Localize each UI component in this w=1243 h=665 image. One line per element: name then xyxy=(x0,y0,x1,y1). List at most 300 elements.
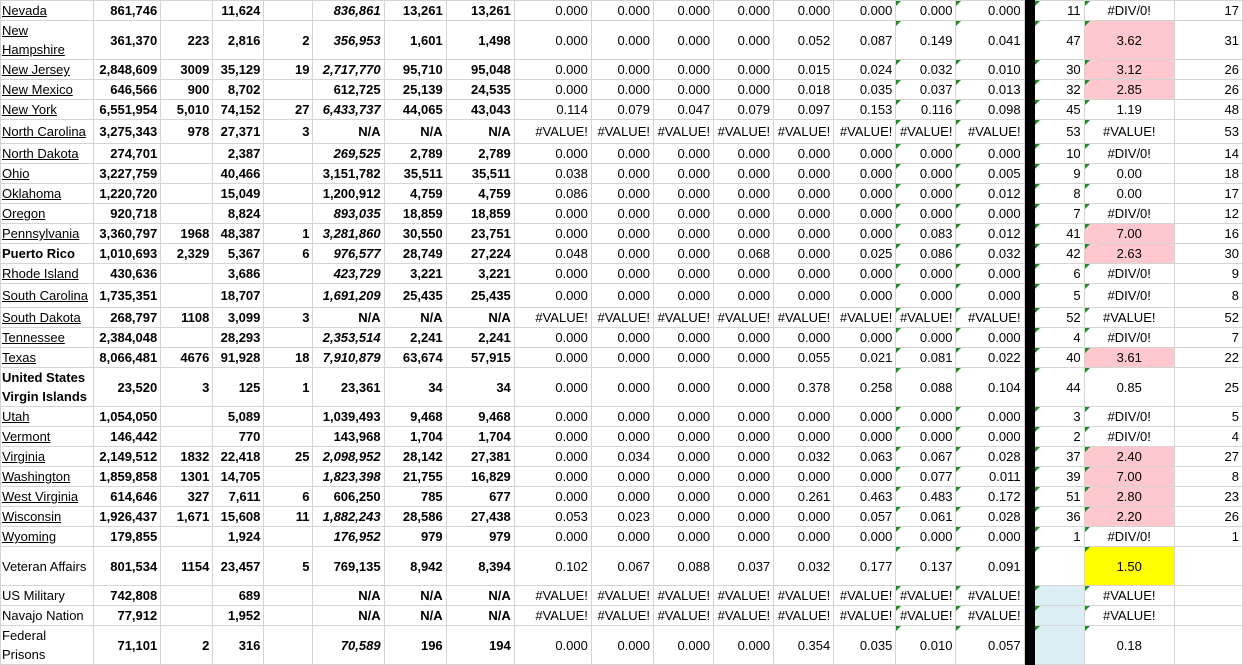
ratio-cell[interactable]: 0.000 xyxy=(896,407,956,427)
ratio-cell[interactable]: 0.000 xyxy=(834,264,896,284)
ratio-cell[interactable]: #VALUE! xyxy=(774,308,834,328)
ratio-cell[interactable]: #VALUE! xyxy=(896,120,956,144)
ratio-cell[interactable]: 0.000 xyxy=(834,184,896,204)
ratio-cell[interactable]: 0.000 xyxy=(774,264,834,284)
value-cell[interactable]: 18,859 xyxy=(446,204,514,224)
ratio-cell[interactable]: 0.000 xyxy=(653,21,713,60)
ratio-cell[interactable]: 0.021 xyxy=(834,348,896,368)
ratio-cell[interactable]: 0.000 xyxy=(653,467,713,487)
ratio-cell[interactable]: 0.052 xyxy=(774,21,834,60)
value-cell[interactable]: 361,370 xyxy=(94,21,161,60)
ratio-cell[interactable]: #VALUE! xyxy=(896,606,956,626)
value-cell[interactable] xyxy=(264,80,313,100)
ratio-cell[interactable]: 0.013 xyxy=(956,80,1024,100)
value-cell[interactable]: 430,636 xyxy=(94,264,161,284)
ratio-cell[interactable]: 0.028 xyxy=(956,507,1024,527)
ratio-cell[interactable]: 0.000 xyxy=(591,626,653,665)
ratio-cell[interactable]: 0.172 xyxy=(956,487,1024,507)
value-cell[interactable]: 9,468 xyxy=(446,407,514,427)
ratio-cell[interactable]: 0.000 xyxy=(653,284,713,308)
rank-cell[interactable]: 41 xyxy=(1034,224,1084,244)
ratio-cell[interactable]: 0.000 xyxy=(834,328,896,348)
value-cell[interactable]: 893,035 xyxy=(313,204,384,224)
ratio-cell[interactable]: 0.378 xyxy=(774,368,834,407)
score-cell[interactable]: #DIV/0! xyxy=(1084,264,1174,284)
state-link[interactable]: New York xyxy=(2,102,57,117)
ratio-cell[interactable]: 0.097 xyxy=(774,100,834,120)
ratio-cell[interactable]: 0.000 xyxy=(591,224,653,244)
rank-cell[interactable]: 10 xyxy=(1034,144,1084,164)
ratio-cell[interactable]: 0.000 xyxy=(774,164,834,184)
value-cell[interactable]: 6 xyxy=(264,487,313,507)
ratio-cell[interactable]: 0.261 xyxy=(774,487,834,507)
ratio-cell[interactable]: 0.000 xyxy=(714,204,774,224)
state-name-cell[interactable] xyxy=(1,606,94,626)
value-cell[interactable]: N/A xyxy=(446,308,514,328)
ratio-cell[interactable]: 0.000 xyxy=(653,264,713,284)
ratio-cell[interactable]: 0.010 xyxy=(896,626,956,665)
rank-cell[interactable]: 6 xyxy=(1034,264,1084,284)
value-cell[interactable]: 2 xyxy=(264,21,313,60)
ratio-cell[interactable]: 0.000 xyxy=(591,244,653,264)
count-cell[interactable]: 1 xyxy=(1174,527,1242,547)
state-name-cell[interactable] xyxy=(1,487,94,507)
ratio-cell[interactable]: 0.000 xyxy=(834,527,896,547)
ratio-cell[interactable]: 0.005 xyxy=(956,164,1024,184)
ratio-cell[interactable]: #VALUE! xyxy=(514,120,591,144)
ratio-cell[interactable]: 0.149 xyxy=(896,21,956,60)
value-cell[interactable]: 689 xyxy=(213,586,264,606)
rank-cell[interactable]: 9 xyxy=(1034,164,1084,184)
state-link[interactable]: Nevada xyxy=(2,3,47,18)
score-cell[interactable]: 3.12 xyxy=(1084,60,1174,80)
value-cell[interactable]: 19 xyxy=(264,60,313,80)
value-cell[interactable]: 27,438 xyxy=(446,507,514,527)
ratio-cell[interactable]: 0.000 xyxy=(714,447,774,467)
value-cell[interactable]: 801,534 xyxy=(94,547,161,586)
value-cell[interactable]: 1,952 xyxy=(213,606,264,626)
count-cell[interactable]: 5 xyxy=(1174,407,1242,427)
value-cell[interactable] xyxy=(161,328,213,348)
ratio-cell[interactable]: 0.463 xyxy=(834,487,896,507)
value-cell[interactable]: 979 xyxy=(384,527,446,547)
ratio-cell[interactable]: 0.000 xyxy=(591,184,653,204)
state-link[interactable]: Wisconsin xyxy=(2,509,62,524)
state-name-cell[interactable] xyxy=(1,164,94,184)
state-link[interactable]: North Carolina xyxy=(2,124,86,139)
value-cell[interactable]: 1,735,351 xyxy=(94,284,161,308)
ratio-cell[interactable]: 0.000 xyxy=(514,487,591,507)
state-name-cell[interactable] xyxy=(1,1,94,21)
value-cell[interactable]: 48,387 xyxy=(213,224,264,244)
rank-cell[interactable]: 47 xyxy=(1034,21,1084,60)
ratio-cell[interactable]: 0.018 xyxy=(774,80,834,100)
ratio-cell[interactable]: 0.000 xyxy=(653,447,713,467)
rank-cell[interactable]: 32 xyxy=(1034,80,1084,100)
ratio-cell[interactable]: 0.000 xyxy=(653,427,713,447)
rank-cell[interactable] xyxy=(1034,586,1084,606)
ratio-cell[interactable]: 0.153 xyxy=(834,100,896,120)
state-name-cell[interactable] xyxy=(1,527,94,547)
ratio-cell[interactable]: 0.000 xyxy=(653,144,713,164)
value-cell[interactable]: 11,624 xyxy=(213,1,264,21)
ratio-cell[interactable]: 0.000 xyxy=(714,527,774,547)
value-cell[interactable] xyxy=(264,204,313,224)
ratio-cell[interactable]: 0.000 xyxy=(774,184,834,204)
ratio-cell[interactable]: 0.000 xyxy=(956,407,1024,427)
score-cell[interactable]: #VALUE! xyxy=(1084,606,1174,626)
value-cell[interactable]: 57,915 xyxy=(446,348,514,368)
ratio-cell[interactable]: 0.000 xyxy=(653,328,713,348)
rank-cell[interactable]: 7 xyxy=(1034,204,1084,224)
value-cell[interactable]: 1,882,243 xyxy=(313,507,384,527)
ratio-cell[interactable]: 0.048 xyxy=(514,244,591,264)
value-cell[interactable]: 35,129 xyxy=(213,60,264,80)
count-cell[interactable] xyxy=(1174,606,1242,626)
ratio-cell[interactable]: 0.000 xyxy=(834,407,896,427)
rank-cell[interactable] xyxy=(1034,547,1084,586)
value-cell[interactable]: 43,043 xyxy=(446,100,514,120)
value-cell[interactable]: 35,511 xyxy=(446,164,514,184)
ratio-cell[interactable]: 0.000 xyxy=(653,626,713,665)
rank-cell[interactable]: 39 xyxy=(1034,467,1084,487)
count-cell[interactable]: 8 xyxy=(1174,284,1242,308)
ratio-cell[interactable]: 0.000 xyxy=(714,368,774,407)
state-name-cell[interactable] xyxy=(1,368,94,407)
ratio-cell[interactable]: 0.025 xyxy=(834,244,896,264)
value-cell[interactable]: 28,293 xyxy=(213,328,264,348)
value-cell[interactable]: 606,250 xyxy=(313,487,384,507)
value-cell[interactable]: 28,749 xyxy=(384,244,446,264)
value-cell[interactable]: 1,039,493 xyxy=(313,407,384,427)
ratio-cell[interactable]: 0.000 xyxy=(653,184,713,204)
ratio-cell[interactable]: 0.000 xyxy=(896,328,956,348)
score-cell[interactable]: #DIV/0! xyxy=(1084,1,1174,21)
ratio-cell[interactable]: 0.000 xyxy=(956,144,1024,164)
ratio-cell[interactable]: #VALUE! xyxy=(714,586,774,606)
state-name-cell[interactable] xyxy=(1,447,94,467)
value-cell[interactable]: 2,816 xyxy=(213,21,264,60)
ratio-cell[interactable]: 0.000 xyxy=(591,407,653,427)
value-cell[interactable]: 3 xyxy=(264,120,313,144)
ratio-cell[interactable]: 0.000 xyxy=(591,144,653,164)
score-cell[interactable]: 2.63 xyxy=(1084,244,1174,264)
ratio-cell[interactable]: 0.083 xyxy=(896,224,956,244)
score-cell[interactable]: 7.00 xyxy=(1084,224,1174,244)
count-cell[interactable]: 16 xyxy=(1174,224,1242,244)
ratio-cell[interactable]: 0.000 xyxy=(834,144,896,164)
ratio-cell[interactable]: 0.000 xyxy=(591,527,653,547)
rank-cell[interactable] xyxy=(1034,606,1084,626)
ratio-cell[interactable]: 0.000 xyxy=(834,164,896,184)
value-cell[interactable]: 22,418 xyxy=(213,447,264,467)
ratio-cell[interactable]: 0.000 xyxy=(514,527,591,547)
ratio-cell[interactable]: 0.000 xyxy=(774,144,834,164)
count-cell[interactable]: 26 xyxy=(1174,80,1242,100)
score-cell[interactable]: 0.00 xyxy=(1084,164,1174,184)
value-cell[interactable]: 25 xyxy=(264,447,313,467)
value-cell[interactable]: 6 xyxy=(264,244,313,264)
ratio-cell[interactable]: 0.000 xyxy=(714,60,774,80)
value-cell[interactable]: 23,457 xyxy=(213,547,264,586)
ratio-cell[interactable]: 0.000 xyxy=(714,144,774,164)
state-link[interactable]: Pennsylvania xyxy=(2,226,80,241)
state-name-cell[interactable] xyxy=(1,308,94,328)
value-cell[interactable]: 27,224 xyxy=(446,244,514,264)
value-cell[interactable]: 23,751 xyxy=(446,224,514,244)
value-cell[interactable]: 13,261 xyxy=(446,1,514,21)
value-cell[interactable] xyxy=(161,586,213,606)
score-cell[interactable]: #DIV/0! xyxy=(1084,427,1174,447)
value-cell[interactable] xyxy=(161,284,213,308)
value-cell[interactable]: 21,755 xyxy=(384,467,446,487)
value-cell[interactable]: 3,227,759 xyxy=(94,164,161,184)
state-link[interactable]: Virginia xyxy=(2,449,46,464)
value-cell[interactable]: 34 xyxy=(446,368,514,407)
score-cell[interactable]: #VALUE! xyxy=(1084,120,1174,144)
state-name-cell[interactable] xyxy=(1,80,94,100)
value-cell[interactable]: 1108 xyxy=(161,308,213,328)
value-cell[interactable] xyxy=(264,407,313,427)
ratio-cell[interactable]: #VALUE! xyxy=(956,606,1024,626)
ratio-cell[interactable]: 0.035 xyxy=(834,626,896,665)
ratio-cell[interactable]: 0.000 xyxy=(956,264,1024,284)
state-link[interactable]: West Virginia xyxy=(2,489,79,504)
ratio-cell[interactable]: 0.000 xyxy=(896,184,956,204)
ratio-cell[interactable]: 0.483 xyxy=(896,487,956,507)
ratio-cell[interactable]: 0.091 xyxy=(956,547,1024,586)
score-cell[interactable]: 3.62 xyxy=(1084,21,1174,60)
ratio-cell[interactable]: 0.177 xyxy=(834,547,896,586)
value-cell[interactable]: 1,924 xyxy=(213,527,264,547)
value-cell[interactable] xyxy=(264,264,313,284)
value-cell[interactable]: 1,054,050 xyxy=(94,407,161,427)
value-cell[interactable]: 1154 xyxy=(161,547,213,586)
value-cell[interactable]: 327 xyxy=(161,487,213,507)
state-name-cell[interactable] xyxy=(1,120,94,144)
count-cell[interactable]: 26 xyxy=(1174,60,1242,80)
ratio-cell[interactable]: 0.000 xyxy=(653,348,713,368)
ratio-cell[interactable]: 0.000 xyxy=(514,284,591,308)
rank-cell[interactable] xyxy=(1034,626,1084,665)
ratio-cell[interactable]: 0.000 xyxy=(956,527,1024,547)
ratio-cell[interactable]: 0.067 xyxy=(896,447,956,467)
ratio-cell[interactable]: 0.077 xyxy=(896,467,956,487)
state-link[interactable]: Wyoming xyxy=(2,529,57,544)
ratio-cell[interactable]: 0.000 xyxy=(653,507,713,527)
score-cell[interactable]: 0.85 xyxy=(1084,368,1174,407)
ratio-cell[interactable]: 0.000 xyxy=(896,164,956,184)
ratio-cell[interactable]: 0.000 xyxy=(774,407,834,427)
value-cell[interactable]: 5 xyxy=(264,547,313,586)
score-cell[interactable]: #VALUE! xyxy=(1084,586,1174,606)
value-cell[interactable]: 9,468 xyxy=(384,407,446,427)
ratio-cell[interactable]: 0.000 xyxy=(653,487,713,507)
value-cell[interactable]: 7,611 xyxy=(213,487,264,507)
value-cell[interactable]: 4676 xyxy=(161,348,213,368)
value-cell[interactable]: 16,829 xyxy=(446,467,514,487)
state-name-cell[interactable] xyxy=(1,547,94,586)
state-link[interactable]: Washington xyxy=(2,469,71,484)
value-cell[interactable]: 769,135 xyxy=(313,547,384,586)
value-cell[interactable]: 836,861 xyxy=(313,1,384,21)
ratio-cell[interactable]: 0.000 xyxy=(774,1,834,21)
ratio-cell[interactable]: 0.000 xyxy=(896,1,956,21)
value-cell[interactable]: 3009 xyxy=(161,60,213,80)
ratio-cell[interactable]: 0.000 xyxy=(514,60,591,80)
value-cell[interactable] xyxy=(161,427,213,447)
value-cell[interactable]: 1968 xyxy=(161,224,213,244)
value-cell[interactable]: 15,608 xyxy=(213,507,264,527)
value-cell[interactable]: 28,586 xyxy=(384,507,446,527)
ratio-cell[interactable]: 0.000 xyxy=(591,467,653,487)
ratio-cell[interactable]: 0.088 xyxy=(653,547,713,586)
ratio-cell[interactable]: 0.061 xyxy=(896,507,956,527)
ratio-cell[interactable]: 0.000 xyxy=(774,204,834,224)
ratio-cell[interactable]: #VALUE! xyxy=(714,606,774,626)
value-cell[interactable]: 5,367 xyxy=(213,244,264,264)
ratio-cell[interactable]: 0.000 xyxy=(653,527,713,547)
count-cell[interactable]: 17 xyxy=(1174,184,1242,204)
state-link[interactable]: Ohio xyxy=(2,166,30,181)
rank-cell[interactable]: 36 xyxy=(1034,507,1084,527)
ratio-cell[interactable]: 0.000 xyxy=(653,60,713,80)
count-cell[interactable]: 8 xyxy=(1174,467,1242,487)
value-cell[interactable]: 1,926,437 xyxy=(94,507,161,527)
value-cell[interactable]: 2 xyxy=(161,626,213,665)
state-name-cell[interactable] xyxy=(1,626,94,665)
ratio-cell[interactable]: 0.000 xyxy=(591,1,653,21)
score-cell[interactable]: #DIV/0! xyxy=(1084,144,1174,164)
ratio-cell[interactable]: 0.057 xyxy=(834,507,896,527)
ratio-cell[interactable]: 0.000 xyxy=(514,407,591,427)
value-cell[interactable]: 1 xyxy=(264,368,313,407)
ratio-cell[interactable]: 0.000 xyxy=(514,368,591,407)
ratio-cell[interactable]: 0.053 xyxy=(514,507,591,527)
value-cell[interactable]: 18,859 xyxy=(384,204,446,224)
rank-cell[interactable]: 37 xyxy=(1034,447,1084,467)
value-cell[interactable]: 1,498 xyxy=(446,21,514,60)
state-name-cell[interactable] xyxy=(1,586,94,606)
ratio-cell[interactable]: 0.000 xyxy=(774,224,834,244)
ratio-cell[interactable]: 0.000 xyxy=(956,204,1024,224)
value-cell[interactable]: 14,705 xyxy=(213,467,264,487)
rank-cell[interactable]: 42 xyxy=(1034,244,1084,264)
value-cell[interactable]: 3,221 xyxy=(384,264,446,284)
ratio-cell[interactable]: 0.047 xyxy=(653,100,713,120)
count-cell[interactable]: 25 xyxy=(1174,368,1242,407)
count-cell[interactable]: 14 xyxy=(1174,144,1242,164)
ratio-cell[interactable]: 0.000 xyxy=(834,224,896,244)
value-cell[interactable]: 30,550 xyxy=(384,224,446,244)
value-cell[interactable]: 6,551,954 xyxy=(94,100,161,120)
ratio-cell[interactable]: 0.000 xyxy=(714,427,774,447)
value-cell[interactable]: 3 xyxy=(264,308,313,328)
state-name-cell[interactable] xyxy=(1,427,94,447)
value-cell[interactable]: 1,601 xyxy=(384,21,446,60)
count-cell[interactable]: 31 xyxy=(1174,21,1242,60)
ratio-cell[interactable]: #VALUE! xyxy=(514,606,591,626)
rank-cell[interactable]: 44 xyxy=(1034,368,1084,407)
value-cell[interactable] xyxy=(161,606,213,626)
ratio-cell[interactable]: 0.000 xyxy=(653,244,713,264)
state-name-cell[interactable] xyxy=(1,100,94,120)
ratio-cell[interactable]: 0.000 xyxy=(653,224,713,244)
ratio-cell[interactable]: 0.000 xyxy=(653,164,713,184)
ratio-cell[interactable]: 0.015 xyxy=(774,60,834,80)
value-cell[interactable]: N/A xyxy=(313,586,384,606)
value-cell[interactable] xyxy=(161,164,213,184)
ratio-cell[interactable]: 0.098 xyxy=(956,100,1024,120)
ratio-cell[interactable]: 0.000 xyxy=(591,368,653,407)
ratio-cell[interactable]: 0.000 xyxy=(653,368,713,407)
state-name-cell[interactable] xyxy=(1,244,94,264)
state-name-cell[interactable] xyxy=(1,21,94,60)
ratio-cell[interactable]: 0.032 xyxy=(896,60,956,80)
ratio-cell[interactable]: 0.000 xyxy=(714,626,774,665)
ratio-cell[interactable]: 0.000 xyxy=(714,184,774,204)
score-cell[interactable]: #DIV/0! xyxy=(1084,204,1174,224)
ratio-cell[interactable]: 0.000 xyxy=(956,284,1024,308)
ratio-cell[interactable]: 0.000 xyxy=(834,1,896,21)
value-cell[interactable] xyxy=(264,328,313,348)
state-name-cell[interactable] xyxy=(1,184,94,204)
count-cell[interactable]: 9 xyxy=(1174,264,1242,284)
value-cell[interactable]: 861,746 xyxy=(94,1,161,21)
ratio-cell[interactable]: 0.000 xyxy=(896,264,956,284)
ratio-cell[interactable]: 0.041 xyxy=(956,21,1024,60)
value-cell[interactable]: 5,089 xyxy=(213,407,264,427)
value-cell[interactable] xyxy=(264,1,313,21)
value-cell[interactable]: N/A xyxy=(446,586,514,606)
value-cell[interactable]: 23,520 xyxy=(94,368,161,407)
value-cell[interactable] xyxy=(264,164,313,184)
ratio-cell[interactable]: 0.000 xyxy=(591,164,653,184)
value-cell[interactable] xyxy=(264,467,313,487)
ratio-cell[interactable]: 0.088 xyxy=(896,368,956,407)
value-cell[interactable]: 95,710 xyxy=(384,60,446,80)
ratio-cell[interactable]: 0.032 xyxy=(774,547,834,586)
value-cell[interactable] xyxy=(264,586,313,606)
ratio-cell[interactable]: 0.000 xyxy=(591,80,653,100)
value-cell[interactable] xyxy=(264,626,313,665)
ratio-cell[interactable]: 0.038 xyxy=(514,164,591,184)
value-cell[interactable] xyxy=(161,407,213,427)
value-cell[interactable]: 3,099 xyxy=(213,308,264,328)
ratio-cell[interactable]: 0.000 xyxy=(714,487,774,507)
ratio-cell[interactable]: 0.000 xyxy=(514,447,591,467)
score-cell[interactable]: 2.85 xyxy=(1084,80,1174,100)
value-cell[interactable]: 5,010 xyxy=(161,100,213,120)
value-cell[interactable]: N/A xyxy=(313,120,384,144)
ratio-cell[interactable]: 0.000 xyxy=(653,204,713,224)
count-cell[interactable]: 52 xyxy=(1174,308,1242,328)
ratio-cell[interactable]: 0.000 xyxy=(774,244,834,264)
ratio-cell[interactable]: 0.000 xyxy=(591,348,653,368)
state-name-cell[interactable] xyxy=(1,204,94,224)
ratio-cell[interactable]: 0.000 xyxy=(714,164,774,184)
count-cell[interactable]: 4 xyxy=(1174,427,1242,447)
value-cell[interactable]: 70,589 xyxy=(313,626,384,665)
ratio-cell[interactable]: 0.000 xyxy=(896,427,956,447)
value-cell[interactable]: 742,808 xyxy=(94,586,161,606)
rank-cell[interactable]: 53 xyxy=(1034,120,1084,144)
state-name-cell[interactable] xyxy=(1,348,94,368)
value-cell[interactable]: 27,371 xyxy=(213,120,264,144)
state-name-cell[interactable] xyxy=(1,467,94,487)
ratio-cell[interactable]: #VALUE! xyxy=(834,586,896,606)
value-cell[interactable] xyxy=(264,284,313,308)
